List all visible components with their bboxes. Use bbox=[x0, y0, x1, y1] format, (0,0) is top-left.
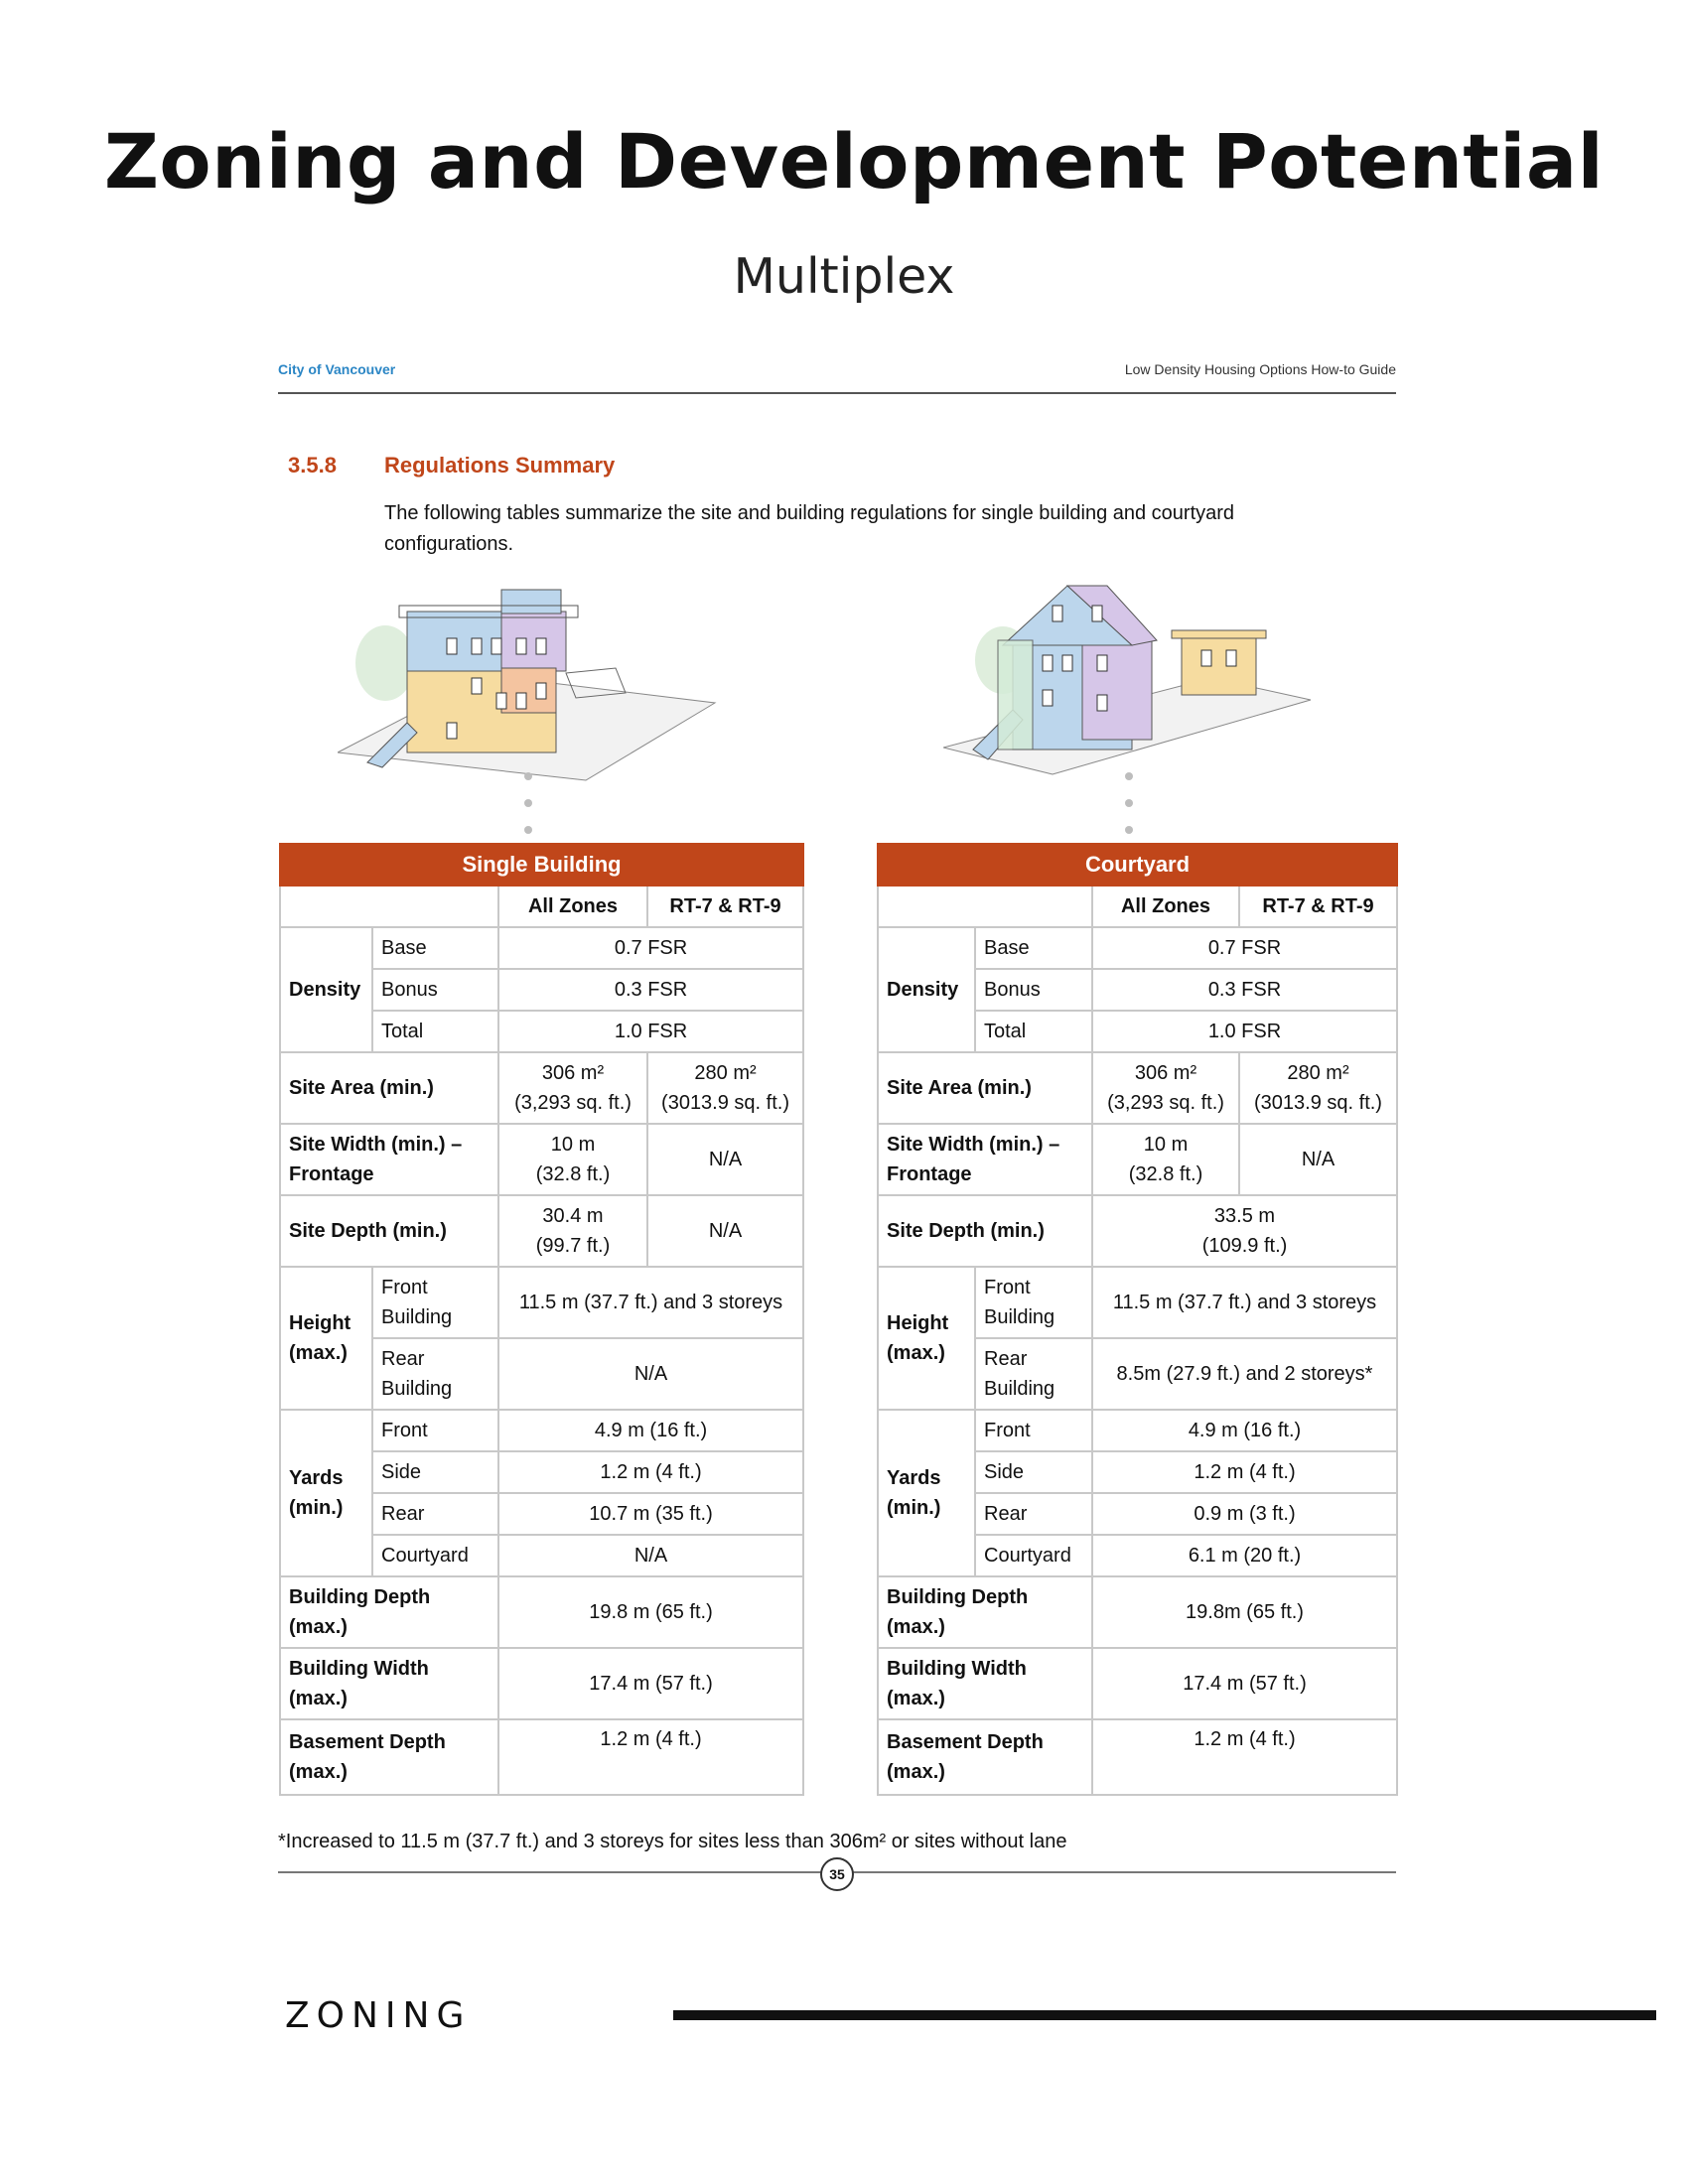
courtyard-table bbox=[877, 843, 1398, 1796]
connector-dot bbox=[1125, 772, 1133, 780]
basement-depth-value: 1.2 m (4 ft.) bbox=[1092, 1719, 1397, 1795]
yard-front-label: Front bbox=[975, 1410, 1092, 1451]
density-bonus-value: 0.3 FSR bbox=[498, 969, 803, 1011]
site-width-all-zones: 10 m (32.8 ft.) bbox=[498, 1124, 647, 1195]
building-width-value: 17.4 m (57 ft.) bbox=[1092, 1648, 1397, 1719]
building-width-value: 17.4 m (57 ft.) bbox=[498, 1648, 803, 1719]
connector-dot bbox=[1125, 826, 1133, 834]
building-depth-label: Building Depth (max.) bbox=[878, 1576, 1092, 1648]
yards-label: Yards (min.) bbox=[280, 1410, 372, 1576]
front-building-label: Front Building bbox=[975, 1267, 1092, 1338]
footnote: *Increased to 11.5 m (37.7 ft.) and 3 storeys for sites less than 306m² or sites without lane bbox=[278, 1831, 1067, 1852]
yard-courtyard-value: N/A bbox=[498, 1535, 803, 1576]
yard-side-label: Side bbox=[975, 1451, 1092, 1493]
site-area-label: Site Area (min.) bbox=[878, 1052, 1092, 1124]
footer-bar bbox=[673, 2010, 1656, 2020]
building-depth-label: Building Depth (max.) bbox=[280, 1576, 498, 1648]
site-depth-label: Site Depth (min.) bbox=[878, 1195, 1092, 1267]
yard-side-value: 1.2 m (4 ft.) bbox=[1092, 1451, 1397, 1493]
site-width-label: Site Width (min.) – Frontage bbox=[280, 1124, 498, 1195]
yard-courtyard-value: 6.1 m (20 ft.) bbox=[1092, 1535, 1397, 1576]
section-number: 3.5.8 bbox=[288, 453, 337, 478]
density-base-value: 0.7 FSR bbox=[1092, 927, 1397, 969]
yard-courtyard-label: Courtyard bbox=[372, 1535, 498, 1576]
site-area-rt-zones: 280 m² (3013.9 sq. ft.) bbox=[1239, 1052, 1397, 1124]
connector-dot bbox=[1125, 799, 1133, 807]
density-base-label: Base bbox=[975, 927, 1092, 969]
density-bonus-label: Bonus bbox=[975, 969, 1092, 1011]
basement-depth-label: Basement Depth (max.) bbox=[280, 1719, 498, 1795]
yard-side-value: 1.2 m (4 ft.) bbox=[498, 1451, 803, 1493]
density-base-value: 0.7 FSR bbox=[498, 927, 803, 969]
density-bonus-label: Bonus bbox=[372, 969, 498, 1011]
rear-building-label: Rear Building bbox=[975, 1338, 1092, 1410]
intro-paragraph: The following tables summarize the site and building regulations for single building and courtyard configurations. bbox=[384, 502, 1235, 555]
rear-building-height-value: 8.5m (27.9 ft.) and 2 storeys* bbox=[1092, 1338, 1397, 1410]
density-label: Density bbox=[878, 927, 975, 1052]
site-area-all-zones: 306 m² (3,293 sq. ft.) bbox=[498, 1052, 647, 1124]
front-building-height-value: 11.5 m (37.7 ft.) and 3 storeys bbox=[498, 1267, 803, 1338]
site-depth-value: 33.5 m (109.9 ft.) bbox=[1092, 1195, 1397, 1267]
rear-building-height-value: N/A bbox=[498, 1338, 803, 1410]
yard-side-label: Side bbox=[372, 1451, 498, 1493]
site-depth-label: Site Depth (min.) bbox=[280, 1195, 498, 1267]
yard-front-value: 4.9 m (16 ft.) bbox=[498, 1410, 803, 1451]
doc-header-org: City of Vancouver bbox=[278, 361, 396, 377]
basement-depth-value: 1.2 m (4 ft.) bbox=[498, 1719, 803, 1795]
connector-dot bbox=[524, 826, 532, 834]
front-building-height-value: 11.5 m (37.7 ft.) and 3 storeys bbox=[1092, 1267, 1397, 1338]
height-label: Height (max.) bbox=[280, 1267, 372, 1410]
table-title: Single Building bbox=[280, 844, 803, 886]
site-area-all-zones: 306 m² (3,293 sq. ft.) bbox=[1092, 1052, 1239, 1124]
empty-header-cell bbox=[280, 886, 498, 927]
front-building-label: Front Building bbox=[372, 1267, 498, 1338]
yard-front-label: Front bbox=[372, 1410, 498, 1451]
building-width-label: Building Width (max.) bbox=[280, 1648, 498, 1719]
density-total-value: 1.0 FSR bbox=[498, 1011, 803, 1052]
site-width-rt-zones: N/A bbox=[1239, 1124, 1397, 1195]
site-width-all-zones: 10 m (32.8 ft.) bbox=[1092, 1124, 1239, 1195]
page-title: Zoning and Development Potential bbox=[103, 117, 1605, 205]
header-rule bbox=[278, 392, 1396, 394]
site-depth-all-zones: 30.4 m (99.7 ft.) bbox=[498, 1195, 647, 1267]
col-header-all-zones: All Zones bbox=[1092, 886, 1239, 927]
building-depth-value: 19.8m (65 ft.) bbox=[1092, 1576, 1397, 1648]
yard-rear-value: 0.9 m (3 ft.) bbox=[1092, 1493, 1397, 1535]
doc-header-guide-title: Low Density Housing Options How-to Guide bbox=[1124, 361, 1396, 377]
page-subtitle: Multiplex bbox=[733, 248, 955, 305]
density-total-label: Total bbox=[975, 1011, 1092, 1052]
col-header-rt-zones: RT-7 & RT-9 bbox=[1239, 886, 1397, 927]
footer-section-label: ZONING bbox=[285, 1995, 472, 2036]
site-area-rt-zones: 280 m² (3013.9 sq. ft.) bbox=[647, 1052, 803, 1124]
building-width-label: Building Width (max.) bbox=[878, 1648, 1092, 1719]
site-width-rt-zones: N/A bbox=[647, 1124, 803, 1195]
courtyard-illustration bbox=[943, 581, 1331, 784]
yard-rear-label: Rear bbox=[372, 1493, 498, 1535]
yard-courtyard-label: Courtyard bbox=[975, 1535, 1092, 1576]
height-label: Height (max.) bbox=[878, 1267, 975, 1410]
section-title: Regulations Summary bbox=[384, 453, 616, 478]
table-title: Courtyard bbox=[878, 844, 1397, 886]
yard-rear-value: 10.7 m (35 ft.) bbox=[498, 1493, 803, 1535]
page-number-badge: 35 bbox=[820, 1857, 854, 1891]
site-depth-rt-zones: N/A bbox=[647, 1195, 803, 1267]
building-depth-value: 19.8 m (65 ft.) bbox=[498, 1576, 803, 1648]
site-width-label: Site Width (min.) – Frontage bbox=[878, 1124, 1092, 1195]
yard-rear-label: Rear bbox=[975, 1493, 1092, 1535]
single-building-illustration bbox=[338, 584, 735, 782]
empty-header-cell bbox=[878, 886, 1092, 927]
yards-label: Yards (min.) bbox=[878, 1410, 975, 1576]
connector-dot bbox=[524, 799, 532, 807]
density-total-label: Total bbox=[372, 1011, 498, 1052]
site-area-label: Site Area (min.) bbox=[280, 1052, 498, 1124]
basement-depth-label: Basement Depth (max.) bbox=[878, 1719, 1092, 1795]
density-total-value: 1.0 FSR bbox=[1092, 1011, 1397, 1052]
col-header-all-zones: All Zones bbox=[498, 886, 647, 927]
density-base-label: Base bbox=[372, 927, 498, 969]
single-building-table bbox=[279, 843, 804, 1796]
density-label: Density bbox=[280, 927, 372, 1052]
yard-front-value: 4.9 m (16 ft.) bbox=[1092, 1410, 1397, 1451]
col-header-rt-zones: RT-7 & RT-9 bbox=[647, 886, 803, 927]
rear-building-label: Rear Building bbox=[372, 1338, 498, 1410]
connector-dot bbox=[524, 772, 532, 780]
density-bonus-value: 0.3 FSR bbox=[1092, 969, 1397, 1011]
